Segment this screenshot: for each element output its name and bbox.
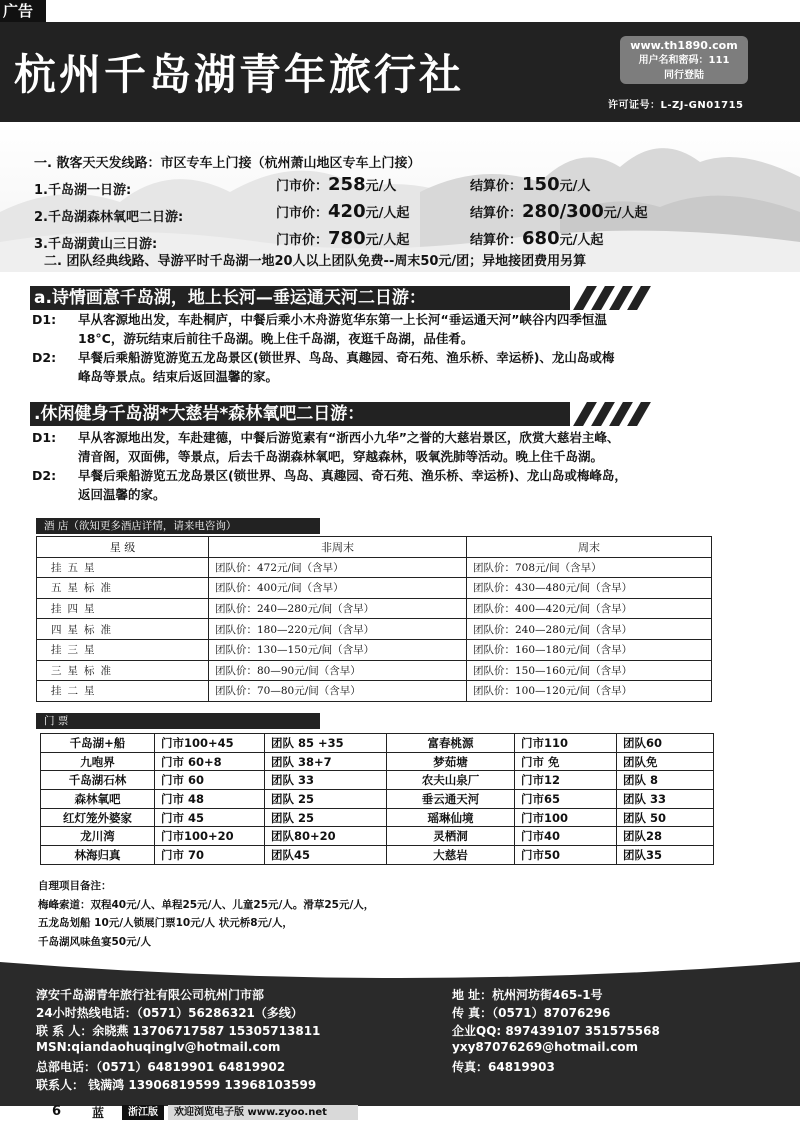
hotline[interactable]: 24小时热线电话：（0571）56286321（多线） [36,1006,303,1020]
route-3-price: 门市价：780元/人起 [276,228,410,249]
address: 地 址：杭州河坊街465-1号 [452,988,603,1002]
notes-line: 五龙岛划船 10元/人锁展门票10元/人 状元桥8元/人， [38,917,293,929]
login-action[interactable]: 同行登陆 [664,70,704,81]
table-row: 五星标准 团队价：400元/间（含早） 团队价：430—480元/间（含早） [37,578,712,599]
route-2-settle: 结算价：280/300元/人起 [470,201,648,222]
self-pay-notes [38,877,374,951]
table-row: 龙川湾 门市100+20 团队80+20 灵栖洞 门市40 团队28 [41,827,714,846]
ad-tag: 广告 [0,0,46,22]
route-2-price: 门市价：420元/人起 [276,201,410,222]
hotel-table [36,536,712,702]
table-row: 林海归真 门市 70 团队45 大慈岩 门市50 团队35 [41,846,714,865]
notes-title: 自理项目备注： [38,880,112,892]
website-link[interactable]: www.th1890.com [630,39,738,52]
login-box[interactable] [620,36,748,84]
contact-footer [0,960,800,1106]
col-weekend: 周末 [467,537,712,558]
fax-2: 传真：64819903 [452,1060,555,1074]
table-row: 挂五星 团队价：472元/间（含早） 团队价：708元/间（含早） [37,557,712,578]
edition-badge: 浙江版 [122,1105,164,1120]
notes-line: 梅峰索道：双程40元/人、单程25元/人、儿童25元/人。滑草25元/人， [38,898,375,911]
hotel-banner: 酒 店（欲知更多酒店详情，请来电咨询） [36,518,320,534]
route-1-settle: 结算价：150元/人 [470,174,591,195]
contact-person-2[interactable]: 联系人： 钱满鸿 13906819599 13968103599 [36,1078,317,1092]
col-weekday: 非周末 [209,537,467,558]
ticket-banner: 门 票 [36,713,320,729]
table-row: 挂三星 团队价：130—150元/间（含早） 团队价：160—180元/间（含早） [37,639,712,660]
email-address[interactable]: yxy87076269@hotmail.com [452,1040,638,1054]
route-2-name: 2.千岛湖森林氧吧二日游: [34,210,184,225]
agency-title: 杭州千岛湖青年旅行社 [14,50,465,99]
table-row: 红灯笼外婆家 门市 45 团队 25 瑶琳仙境 门市100 团队 50 [41,808,714,827]
company-qq[interactable]: 企业QQ: 897439107 351575568 [452,1024,660,1038]
table-row: 四星标准 团队价：180—220元/间（含早） 团队价：240—280元/间（含早） [37,619,712,640]
route-3-settle: 结算价：680元/人起 [470,228,604,249]
header-banner [0,22,800,122]
table-row: 九咆界 门市 60+8 团队 38+7 梦茹塘 门市 免 团队免 [41,752,714,771]
ticket-table [40,733,714,865]
table-row: 挂二星 团队价：70—80元/间（含早） 团队价：100—120元/间（含早） [37,681,712,702]
table-row: 三星标准 团队价：80—90元/间（含早） 团队价：150—160元/间（含早） [37,660,712,681]
magazine-name: 蓝 [92,1106,105,1120]
fax-1: 传 真：（0571）87076296 [452,1006,611,1020]
routes-heading: 一. 散客天天发线路：市区专车上门接（杭州萧山地区专车上门接） [34,156,421,171]
license-number: 许可证号：L-ZJ-GN01715 [608,100,744,111]
company-name: 淳安千岛湖青年旅行社有限公司杭州门市部 [36,988,265,1002]
tour-b-banner: .休闲健身千岛湖*大慈岩*森林氧吧二日游： [30,402,570,426]
msn-address[interactable]: MSN:qiandaohuqinglv@hotmail.com [36,1040,281,1054]
team-route-note: 二. 团队经典线路、导游平时千岛湖一地20人以上团队免费--周末50元/团；异地接团费用另算 [44,254,587,269]
page-number: 6 [52,1104,62,1119]
table-row: 森林氧吧 门市 48 团队 25 垂云通天河 门市65 团队 33 [41,790,714,809]
promo-link[interactable]: 欢迎浏览电子版 www.zyoo.net [168,1105,358,1120]
table-header-row [37,537,712,558]
table-row: 千岛湖+船 门市100+45 团队 85 +35 富春桃源 门市110 团队60 [41,734,714,753]
table-row: 挂四星 团队价：240—280元/间（含早） 团队价：400—420元/间（含早） [37,598,712,619]
route-3-name: 3.千岛湖黄山三日游: [34,237,158,252]
notes-line: 千岛湖风味鱼宴50元/人 [38,935,151,948]
contact-person-1[interactable]: 联 系 人：余晓燕 13706717587 15305713811 [36,1024,321,1038]
hq-phone[interactable]: 总部电话：（0571）64819901 64819902 [36,1060,286,1074]
tour-a-banner: a.诗情画意千岛湖，地上长河—垂运通天河二日游： [30,286,570,310]
table-row: 千岛湖石林 门市 60 团队 33 农夫山泉厂 门市12 团队 8 [41,771,714,790]
route-1-price: 门市价：258元/人 [276,174,397,195]
login-hint: 用户名和密码：111 [638,55,730,66]
col-star: 星 级 [37,537,209,558]
route-1-name: 1.千岛湖一日游: [34,183,132,198]
